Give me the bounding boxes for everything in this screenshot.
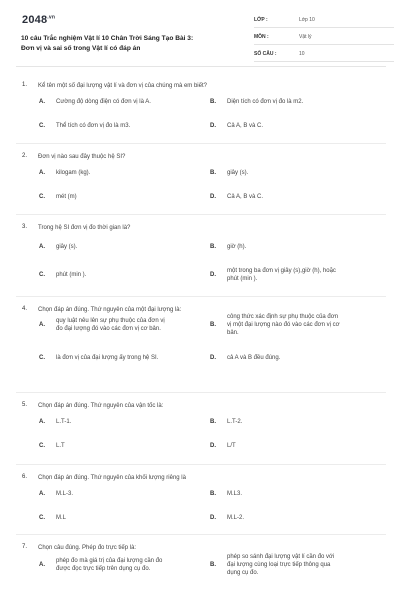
option-letter: A.: [39, 562, 45, 568]
question-text: Kể tên một số đại lượng vật lí và đơn vị của chúng mà em biết?: [38, 83, 207, 89]
option-b[interactable]: [210, 490, 375, 498]
option-a[interactable]: [39, 98, 204, 106]
option-text: [56, 317, 202, 333]
option-text-line: Cường độ dòng điện có đơn vị là A.: [56, 99, 151, 105]
option-text: [227, 354, 373, 362]
option-a[interactable]: [39, 557, 204, 573]
option-text: [56, 557, 202, 573]
question-number: 1.: [22, 82, 28, 88]
option-text-line: giờ (h).: [227, 244, 247, 250]
option-text-line: cả A và B đều đúng.: [227, 355, 281, 361]
question-divider: [16, 214, 386, 215]
option-d[interactable]: [210, 193, 375, 201]
meta-label: LỚP :: [254, 17, 268, 23]
question-text: Chọn câu đúng. Phép đo trực tiếp là:: [38, 545, 137, 551]
site-logo[interactable]: [22, 14, 55, 26]
option-letter: B.: [210, 491, 216, 497]
option-text-line: là đơn vị của đại lượng ấy trong hệ SI.: [56, 355, 159, 361]
option-text: [227, 193, 373, 201]
page-title: [21, 34, 243, 54]
option-letter: A.: [39, 322, 45, 328]
option-d[interactable]: [210, 442, 375, 450]
header: [16, 14, 386, 59]
option-text: [56, 354, 202, 362]
option-a[interactable]: [39, 490, 204, 498]
option-c[interactable]: [39, 122, 204, 130]
option-text-line: L/T: [227, 443, 236, 449]
question-number: 2.: [22, 153, 28, 159]
option-d[interactable]: [210, 514, 375, 522]
option-text-line: Cả A, B và C.: [227, 194, 264, 200]
option-letter: D.: [210, 123, 216, 129]
option-a[interactable]: [39, 418, 204, 426]
option-b[interactable]: [210, 418, 375, 426]
option-text-line: công thức xác định sự phụ thuộc của đơn: [227, 314, 339, 320]
option-letter: D.: [210, 272, 216, 278]
meta-label: MÔN :: [254, 34, 269, 40]
option-letter: A.: [39, 419, 45, 425]
option-text-line: phép so sánh đại lượng vật lí cần đo với: [227, 554, 335, 560]
question-number: 4.: [22, 306, 28, 312]
option-b[interactable]: [210, 243, 375, 251]
option-letter: B.: [210, 99, 216, 105]
meta-info: [254, 16, 394, 67]
question-number: 7.: [22, 544, 28, 550]
option-text: [56, 193, 202, 201]
option-letter: A.: [39, 170, 45, 176]
option-text: [227, 514, 373, 522]
option-letter: C.: [39, 194, 45, 200]
logo-tld: .vn: [47, 14, 56, 21]
option-letter: C.: [39, 443, 45, 449]
logo-text: 2048: [22, 14, 48, 26]
option-letter: B.: [210, 244, 216, 250]
question-text: Chọn đáp án đúng. Thứ nguyên của một đại lượng là:: [38, 307, 182, 313]
question-text: Chọn đáp án đúng. Thứ nguyên của khối lượng riêng là: [38, 475, 186, 481]
option-text: [227, 313, 373, 337]
option-text: [56, 490, 202, 498]
option-b[interactable]: [210, 553, 375, 577]
option-text: [227, 418, 373, 426]
option-c[interactable]: [39, 442, 204, 450]
option-text: [56, 98, 202, 106]
option-letter: D.: [210, 515, 216, 521]
option-text: [227, 243, 373, 251]
title-line-1: 10 câu Trắc nghiệm Vật lí 10 Chân Trời Sáng Tạo Bài 3:: [21, 35, 194, 42]
question-text: Đơn vị nào sau đây thuộc hệ SI?: [38, 154, 126, 160]
option-text-line: được đọc trực tiếp trên dụng cụ đo.: [56, 566, 151, 572]
option-text: [56, 418, 202, 426]
option-text-line: đại lượng cùng loại trực tiếp thông qua: [227, 562, 331, 568]
option-letter: A.: [39, 99, 45, 105]
option-d[interactable]: [210, 354, 375, 362]
option-text-line: một trong ba đơn vị giây (s),giờ (h), hoặc: [227, 268, 336, 274]
option-b[interactable]: [210, 313, 375, 337]
option-text: [227, 98, 373, 106]
question-divider: [16, 143, 386, 144]
question-number: 6.: [22, 474, 28, 480]
option-text: [227, 442, 373, 450]
option-letter: B.: [210, 419, 216, 425]
option-letter: C.: [39, 272, 45, 278]
meta-value: 10: [299, 51, 305, 57]
option-letter: C.: [39, 123, 45, 129]
option-text: [56, 243, 202, 251]
option-text: [56, 442, 202, 450]
option-text-line: M.L-2.: [227, 515, 245, 521]
meta-label: SỐ CÂU :: [254, 51, 277, 57]
question-text: Chọn đáp án đúng. Thứ nguyên của vận tốc là:: [38, 403, 164, 409]
option-text: [227, 267, 373, 283]
option-text: [227, 490, 373, 498]
option-letter: B.: [210, 322, 216, 328]
option-letter: D.: [210, 194, 216, 200]
option-c[interactable]: [39, 193, 204, 201]
question-number: 5.: [22, 402, 28, 408]
option-text-line: L.T: [56, 443, 65, 449]
option-text-line: phút (min ).: [56, 272, 87, 278]
option-text-line: M.L: [56, 515, 67, 521]
option-text-line: phút (min ).: [227, 276, 258, 282]
option-c[interactable]: [39, 271, 204, 279]
meta-value: Lớp 10: [299, 17, 315, 23]
option-text: [227, 553, 373, 577]
option-text-line: M.L-3.: [56, 491, 74, 497]
option-letter: C.: [39, 355, 45, 361]
option-a[interactable]: [39, 169, 204, 177]
option-a[interactable]: [39, 317, 204, 333]
meta-row-count: [254, 50, 394, 62]
option-text-line: dụng cụ đo.: [227, 570, 259, 576]
option-text-line: M.L3.: [227, 491, 243, 497]
option-text-line: quy luật nêu lên sự phụ thuộc của đơn vị: [56, 318, 165, 324]
option-b[interactable]: [210, 98, 375, 106]
question-divider: [16, 392, 386, 393]
option-letter: D.: [210, 355, 216, 361]
option-letter: A.: [39, 491, 45, 497]
option-d[interactable]: [210, 122, 375, 130]
option-text-line: mét (m): [56, 194, 77, 200]
question-divider: [16, 534, 386, 535]
option-text: [227, 169, 373, 177]
option-letter: C.: [39, 515, 45, 521]
option-text-line: L.T-2.: [227, 419, 243, 425]
option-text-line: Cả A, B và C.: [227, 123, 264, 129]
option-text: [56, 271, 202, 279]
option-text: [56, 169, 202, 177]
option-letter: A.: [39, 244, 45, 250]
option-text-line: giây (s).: [56, 244, 78, 250]
option-text-line: phép đo mà giá trị của đại lượng cần đo: [56, 558, 163, 564]
option-text: [56, 514, 202, 522]
option-letter: B.: [210, 170, 216, 176]
option-text-line: đo đại lượng đó vào các đơn vị cơ bản.: [56, 326, 161, 332]
meta-row-class: [254, 16, 394, 28]
option-text-line: vị một đại lượng nào đó vào các đơn vị cơ: [227, 322, 340, 328]
question-divider: [16, 464, 386, 465]
option-text-line: kilogam (kg).: [56, 170, 91, 176]
option-text-line: bản.: [227, 330, 239, 336]
question-number: 3.: [22, 224, 28, 230]
title-line-2: Đơn vị và sai số trong Vật lí có đáp án: [21, 45, 141, 52]
question-text: Trong hệ SI đơn vị đo thời gian là?: [38, 225, 131, 231]
option-c[interactable]: [39, 514, 204, 522]
option-text: [56, 122, 202, 130]
option-d[interactable]: [210, 267, 375, 283]
option-letter: D.: [210, 443, 216, 449]
option-a[interactable]: [39, 243, 204, 251]
option-text-line: giây (s).: [227, 170, 249, 176]
option-b[interactable]: [210, 169, 375, 177]
meta-value: Vật lý: [299, 34, 312, 40]
question-divider: [16, 296, 386, 297]
header-divider: [16, 66, 386, 67]
option-text-line: Thể tích có đơn vị đo là m3.: [56, 123, 131, 129]
option-text: [227, 122, 373, 130]
option-letter: B.: [210, 562, 216, 568]
option-c[interactable]: [39, 354, 204, 362]
option-text-line: Diện tích có đơn vị đo là m2.: [227, 99, 304, 105]
meta-row-subject: [254, 33, 394, 45]
option-text-line: L.T-1.: [56, 419, 72, 425]
